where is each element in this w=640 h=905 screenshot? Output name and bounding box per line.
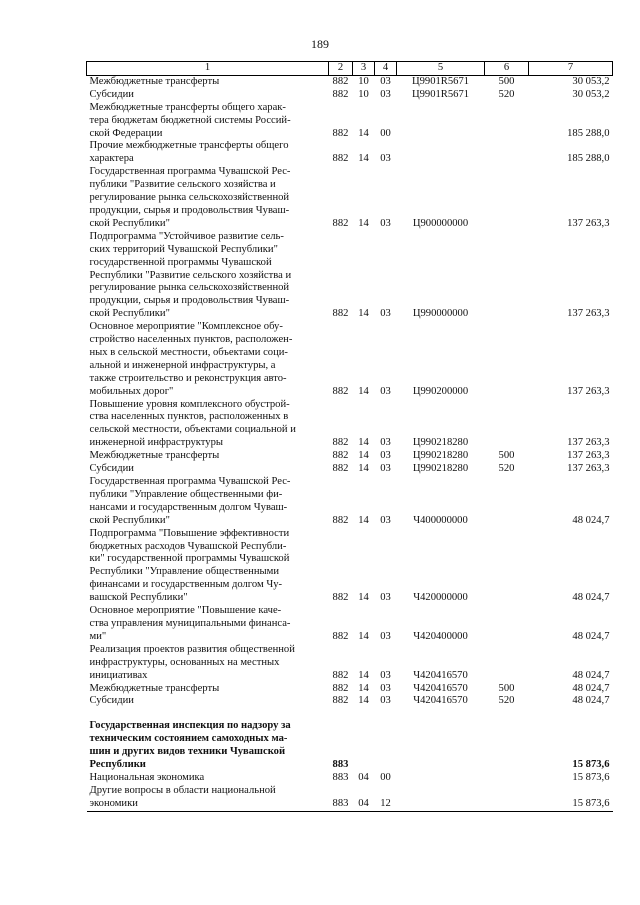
table-row [87, 75, 613, 88]
row-admin-code: 882 [332, 592, 349, 604]
header-col-3: 3 [353, 62, 375, 76]
row-admin-code: 882 [332, 217, 349, 229]
row-name-line: также строительство и реконструкция авто- [89, 372, 287, 384]
row-amount: 137 263,3 [567, 437, 610, 449]
row-expense-type [485, 140, 529, 166]
row-name-line: Основное мероприятие "Повышение каче- [89, 605, 282, 617]
table-row [87, 321, 613, 398]
row-name-line: продукции, сырья и продовольствия Чуваш- [89, 204, 290, 216]
row-expense-type [485, 644, 529, 683]
row-admin-code: 882 [332, 88, 349, 100]
row-expense-type: 520 [498, 463, 515, 475]
row-name [87, 166, 329, 231]
row-name-line: инфраструктуры, основанных на местных [89, 656, 280, 668]
row-target-code: Ч400000000 [413, 514, 468, 526]
row-name-line: мобильных дорог" [89, 385, 174, 397]
row-target-code [397, 785, 485, 811]
row-name [87, 476, 329, 528]
row-expense-type: 520 [498, 88, 515, 100]
row-subsection: 03 [380, 88, 391, 100]
row-name [87, 231, 329, 321]
row-subsection: 00 [380, 127, 391, 139]
row-name-line: ных в сельской местности, объектами соци- [89, 346, 288, 358]
row-name-line: регулирование рынка сельскохозяйственной [89, 282, 290, 294]
row-name-line: Республики [89, 759, 146, 771]
row-target-code: Ч420400000 [413, 630, 468, 642]
row-name-line: ми" [89, 630, 107, 642]
row-amount: 137 263,3 [567, 385, 610, 397]
row-section: 10 [358, 88, 369, 100]
table-row [87, 695, 613, 708]
row-amount: 185 288,0 [567, 127, 610, 139]
row-name [87, 695, 329, 708]
row-admin-code: 882 [332, 682, 349, 694]
row-subsection: 03 [380, 75, 391, 87]
row-subsection: 03 [380, 217, 391, 229]
row-name-line: экономики [89, 797, 138, 809]
table-row [87, 785, 613, 811]
row-name [87, 450, 329, 463]
row-name-line: ки" государственной программы Чувашской [89, 553, 290, 565]
row-target-code: Ц990218280 [412, 463, 469, 475]
table-row [87, 476, 613, 528]
row-section: 14 [358, 437, 369, 449]
row-target-code [397, 720, 485, 772]
row-amount: 48 024,7 [572, 695, 610, 707]
row-admin-code: 882 [332, 75, 349, 87]
row-section: 04 [358, 797, 369, 809]
row-name-line: характера [89, 153, 134, 165]
row-section: 14 [358, 592, 369, 604]
row-name [87, 720, 329, 772]
row-name-line: ской Республики" [89, 308, 170, 320]
row-name-line: тера бюджетам бюджетной системы Россий- [89, 114, 291, 126]
row-name [87, 75, 329, 88]
row-name-line: Межбюджетные трансферты [89, 682, 220, 694]
row-subsection: 03 [380, 682, 391, 694]
row-subsection: 03 [380, 514, 391, 526]
row-amount: 137 263,3 [567, 450, 610, 462]
row-expense-type [485, 231, 529, 321]
row-name [87, 772, 329, 785]
row-name-line: финансами и государственным долгом Чу- [89, 579, 283, 591]
row-section: 14 [358, 630, 369, 642]
row-name-line: регулирование рынка сельскохозяйственной [89, 192, 290, 204]
row-admin-code: 882 [332, 450, 349, 462]
row-name-line: Субсидии [89, 88, 134, 100]
row-amount: 48 024,7 [572, 630, 610, 642]
row-name-line: инженерной инфраструктуры [89, 437, 223, 449]
row-name-line: вашской Республики" [89, 592, 188, 604]
row-name-line: Государственная программа Чувашской Рес- [89, 476, 291, 487]
header-col-7: 7 [529, 62, 613, 76]
row-subsection [375, 720, 397, 772]
row-expense-type: 500 [498, 75, 515, 87]
row-name-line: стройство населенных пунктов, расположен- [89, 334, 293, 346]
header-col-4: 4 [375, 62, 397, 76]
row-amount: 48 024,7 [572, 682, 610, 694]
row-section: 10 [358, 75, 369, 87]
row-name [87, 140, 329, 166]
table-row [87, 605, 613, 644]
row-section: 14 [358, 463, 369, 475]
row-section: 14 [358, 450, 369, 462]
row-name-line: Межбюджетные трансферты [89, 75, 220, 87]
row-name-line: ской Республики" [89, 514, 170, 526]
row-name-line: Повышение уровня комплексного обустрой- [89, 398, 290, 410]
row-name-line: техническим состоянием самоходных ма- [89, 733, 288, 745]
table-row [87, 89, 613, 102]
row-target-code: Ц990218280 [412, 437, 469, 449]
row-target-code: Ц990200000 [412, 385, 469, 397]
row-name-line: Республики "Развитие сельского хозяйства и [89, 269, 292, 281]
row-name-line: государственной программы Чувашской [89, 256, 272, 268]
row-amount: 137 263,3 [567, 308, 610, 320]
row-section: 14 [358, 127, 369, 139]
row-target-code: Ц9901R5671 [411, 75, 470, 87]
row-name-line: Подпрограмма "Устойчивое развитие сель- [89, 230, 284, 242]
row-target-code: Ц990000000 [412, 308, 469, 320]
row-admin-code: 882 [332, 669, 349, 681]
budget-table [86, 61, 613, 812]
row-expense-type [485, 399, 529, 451]
row-name-line: Национальная экономика [89, 771, 205, 783]
row-target-code: Ц9901R5671 [411, 88, 470, 100]
row-admin-code: 883 [332, 759, 349, 771]
page-number: 189 [311, 37, 329, 51]
row-name-line: Государственная инспекция по надзору за [89, 720, 291, 732]
header-col-6: 6 [485, 62, 529, 76]
row-target-code: Ц900000000 [412, 217, 469, 229]
table-row [87, 644, 613, 683]
row-subsection: 03 [380, 463, 391, 475]
row-name [87, 89, 329, 102]
row-section: 14 [358, 682, 369, 694]
row-amount: 15 873,6 [572, 771, 610, 783]
row-name-line: Прочие межбюджетные трансферты общего [89, 140, 289, 152]
row-name-line: ской Федерации [89, 127, 163, 139]
row-subsection: 03 [380, 153, 391, 165]
row-section: 14 [358, 385, 369, 397]
table-header [87, 62, 613, 76]
row-section: 04 [358, 771, 369, 783]
row-name [87, 463, 329, 476]
row-name-line: Реализация проектов развития общественной [89, 643, 295, 655]
row-expense-type [485, 785, 529, 811]
table-row [87, 450, 613, 463]
row-name [87, 528, 329, 605]
row-admin-code: 883 [332, 771, 349, 783]
row-section: 14 [358, 153, 369, 165]
row-amount: 137 263,3 [567, 217, 610, 229]
table-row [87, 140, 613, 166]
row-target-code: Ч420416570 [413, 695, 468, 707]
row-name [87, 785, 329, 811]
row-expense-type [485, 166, 529, 231]
row-admin-code: 882 [332, 127, 349, 139]
row-name-line: Другие вопросы в области национальной [89, 784, 276, 796]
row-section: 14 [358, 695, 369, 707]
row-expense-type: 520 [498, 695, 515, 707]
row-target-code: Ц990218280 [412, 450, 469, 462]
row-name [87, 683, 329, 696]
header-col-5: 5 [397, 62, 485, 76]
row-admin-code: 882 [332, 463, 349, 475]
row-name-line: Государственная программа Чувашской Рес- [89, 166, 291, 178]
row-target-code: Ч420416570 [413, 682, 468, 694]
row-name-line: Субсидии [89, 463, 134, 475]
table-row [87, 528, 613, 605]
row-target-code [397, 772, 485, 785]
table-row [87, 463, 613, 476]
row-target-code [397, 140, 485, 166]
row-name-line: ской Республики" [89, 217, 170, 229]
row-section: 14 [358, 514, 369, 526]
table-row [87, 772, 613, 785]
row-name-line: Основное мероприятие "Комплексное обу- [89, 321, 283, 333]
row-section: 14 [358, 308, 369, 320]
row-name-line: Подпрограмма "Повышение эффективности [89, 527, 290, 539]
row-name-line: ства управления муниципальными финанса- [89, 617, 291, 629]
row-name [87, 399, 329, 451]
row-subsection: 03 [380, 450, 391, 462]
row-name-line: ства населенных пунктов, расположенных в [89, 411, 289, 423]
row-target-code: Ч420000000 [413, 592, 468, 604]
row-expense-type: 500 [498, 682, 515, 694]
row-subsection: 03 [380, 308, 391, 320]
row-amount: 48 024,7 [572, 669, 610, 681]
row-subsection: 12 [380, 797, 391, 809]
row-admin-code: 882 [332, 385, 349, 397]
row-name-line: Межбюджетные трансферты общего харак- [89, 101, 286, 113]
row-section: 14 [358, 669, 369, 681]
row-expense-type [485, 321, 529, 398]
row-expense-type [485, 102, 529, 141]
row-amount: 15 873,6 [572, 759, 610, 771]
row-target-code: Ч420416570 [413, 669, 468, 681]
row-expense-type: 500 [498, 450, 515, 462]
row-target-code [397, 102, 485, 141]
table-row [87, 166, 613, 231]
row-subsection: 00 [380, 771, 391, 783]
row-name-line: бюджетных расходов Чувашской Республи- [89, 540, 287, 552]
row-subsection: 03 [380, 630, 391, 642]
header-col-1: 1 [87, 62, 329, 76]
table-row [87, 399, 613, 451]
row-subsection: 03 [380, 695, 391, 707]
header-row [87, 62, 613, 76]
row-expense-type [485, 528, 529, 605]
row-name-line: ских территорий Чувашской Республики" [89, 243, 278, 255]
row-expense-type [485, 720, 529, 772]
row-amount: 185 288,0 [567, 153, 610, 165]
row-name [87, 321, 329, 398]
table-row [87, 683, 613, 696]
row-subsection: 03 [380, 592, 391, 604]
row-amount: 30 053,2 [572, 88, 610, 100]
row-expense-type [485, 476, 529, 528]
row-name-line: публики "Управление общественными фи- [89, 488, 283, 500]
row-name-line: публики "Развитие сельского хозяйства и [89, 179, 276, 191]
row-name-line: шин и других видов техники Чувашской [89, 746, 286, 758]
row-name-line: Межбюджетные трансферты [89, 450, 220, 462]
row-name [87, 102, 329, 141]
row-admin-code: 882 [332, 514, 349, 526]
row-amount: 15 873,6 [572, 797, 610, 809]
table-body [87, 75, 613, 811]
row-section: 14 [358, 217, 369, 229]
row-subsection: 03 [380, 385, 391, 397]
row-name-line: продукции, сырья и продовольствия Чуваш- [89, 295, 290, 307]
row-name-line: сельской местности, объектами социальной и [89, 424, 296, 436]
spacer-cell [87, 708, 613, 720]
spacer-row [87, 708, 613, 720]
row-admin-code: 882 [332, 153, 349, 165]
table-row [87, 231, 613, 321]
row-name [87, 605, 329, 644]
row-amount: 30 053,2 [572, 75, 610, 87]
row-admin-code: 883 [332, 797, 349, 809]
row-name-line: нансами и государственным долгом Чуваш- [89, 501, 288, 513]
row-expense-type [485, 772, 529, 785]
row-amount: 137 263,3 [567, 463, 610, 475]
row-name-line: инициативах [89, 669, 148, 681]
row-amount: 48 024,7 [572, 514, 610, 526]
row-name-line: Республики "Управление общественными [89, 566, 280, 578]
row-expense-type [485, 605, 529, 644]
row-admin-code: 882 [332, 437, 349, 449]
row-name-line: альной и инженерной инфраструктуры, а [89, 359, 276, 371]
row-name [87, 644, 329, 683]
row-admin-code: 882 [332, 695, 349, 707]
row-admin-code: 882 [332, 630, 349, 642]
row-name-line: Субсидии [89, 695, 134, 707]
header-col-2: 2 [329, 62, 353, 76]
table-row [87, 102, 613, 141]
row-amount: 48 024,7 [572, 592, 610, 604]
row-section [353, 720, 375, 772]
table-row [87, 720, 613, 772]
row-subsection: 03 [380, 437, 391, 449]
row-admin-code: 882 [332, 308, 349, 320]
row-subsection: 03 [380, 669, 391, 681]
